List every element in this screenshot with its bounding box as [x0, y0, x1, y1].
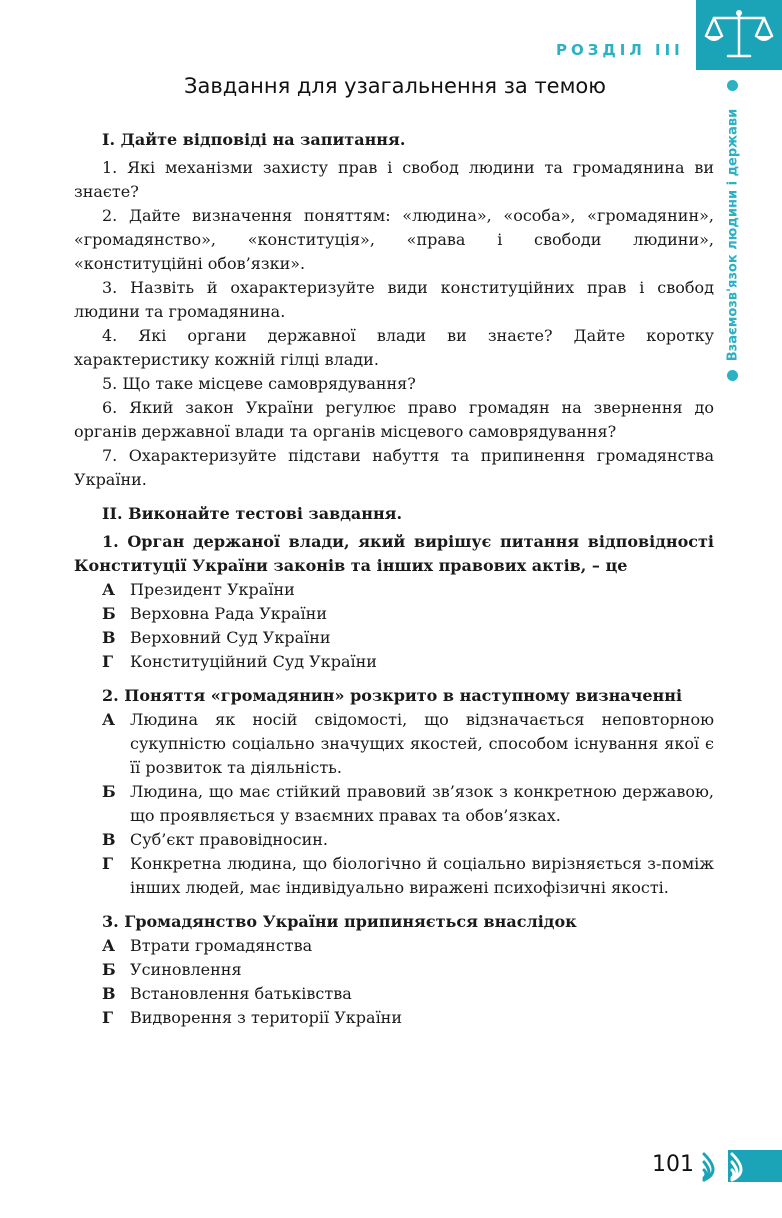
option-text: Встановлення батьківства [130, 984, 352, 1003]
option-letter: Г [102, 1008, 114, 1027]
question-2: 2. Дайте визначення поняттям: «людина», «особа», «громадянин», «громадянство», «конституція», «права і свободи людини», «конституційні обов’язки». [74, 206, 714, 273]
section-badge [696, 0, 782, 70]
option-letter: В [102, 984, 116, 1003]
test-1-option-c [74, 626, 714, 650]
option-letter: А [102, 936, 116, 955]
scales-icon [702, 6, 776, 64]
test-2-option-a [74, 708, 714, 780]
question-3: 3. Назвіть й охарактеризуйте види конституційних прав і свобод людини та громадянина. [74, 278, 714, 321]
test-1-option-a [74, 578, 714, 602]
option-letter: А [102, 580, 116, 599]
test-1-option-d [74, 650, 714, 674]
test-1-option-b [74, 602, 714, 626]
option-text: Видворення з території України [130, 1008, 403, 1027]
test-2-option-d [74, 852, 714, 900]
question-4: 4. Які органи державної влади ви знаєте? Дайте коротку характеристику кожній гілці влади. [74, 326, 714, 369]
question-7: 7. Охарактеризуйте підстави набуття та припинення громадянства України. [74, 446, 714, 489]
test-question-2: 2. Поняття «громадянин» розкрито в наступному визначенні [102, 686, 683, 705]
signal-waves-icon [700, 1150, 782, 1182]
part2-heading: II. Виконайте тестові завдання. [102, 504, 403, 523]
test-2-option-c [74, 828, 714, 852]
page-title: Завдання для узагальнення за темою [184, 74, 606, 98]
question-1: 1. Які механізми захисту прав і свобод людини та громадянина ви знаєте? [74, 158, 714, 201]
option-letter: Б [102, 604, 116, 623]
option-text: Суб’єкт правовідносин. [130, 830, 329, 849]
option-text: Президент України [130, 580, 295, 599]
side-dot-bottom [727, 370, 738, 381]
side-dot-top [727, 80, 738, 91]
page-content [74, 128, 714, 1030]
side-chapter-title [726, 100, 740, 370]
option-letter: В [102, 628, 116, 647]
option-text: Конституційний Суд України [130, 652, 377, 671]
section-label: РОЗДІЛ III [556, 41, 684, 59]
part1-heading: I. Дайте відповіді на запитання. [102, 130, 406, 149]
page-number: 101 [652, 1152, 694, 1177]
test-3-option-a [74, 934, 714, 958]
option-letter: Б [102, 782, 116, 801]
test-question-3: 3. Громадянство України припиняється внаслідок [102, 912, 577, 931]
option-letter: Б [102, 960, 116, 979]
test-3-option-b [74, 958, 714, 982]
option-text: Верховний Суд України [130, 628, 331, 647]
option-text: Людина як носій свідомості, що відзначається неповторною сукупністю соціально значущих якостей, способом існування якої є її розвиток та діяльність. [130, 710, 714, 777]
test-2-option-b [74, 780, 714, 828]
option-text: Усиновлення [130, 960, 242, 979]
test-3-option-d [74, 1006, 714, 1030]
option-text: Людина, що має стійкий правовий зв’язок з конкретною державою, що проявляється у взаємних правах та обов’язках. [130, 782, 714, 825]
option-letter: В [102, 830, 116, 849]
option-text: Конкретна людина, що біологічно й соціально вирізняється з-поміж інших людей, має індивідуально виражені психофізичні якості. [130, 854, 714, 897]
option-letter: А [102, 710, 116, 729]
test-question-1: 1. Орган держаної влади, який вирішує питання відповідності Конституції України законів та інших правових актів, – це [74, 532, 714, 575]
option-text: Верховна Рада України [130, 604, 327, 623]
question-5: 5. Що таке місцеве самоврядування? [102, 374, 416, 393]
question-6: 6. Який закон України регулює право громадян на звернення до органів державної влади та органів місцевого самоврядування? [74, 398, 714, 441]
option-letter: Г [102, 854, 114, 873]
side-chapter-title-text: Взаємозв'язок людини і держави [725, 108, 741, 362]
option-letter: Г [102, 652, 114, 671]
test-3-option-c [74, 982, 714, 1006]
option-text: Втрати громадянства [130, 936, 313, 955]
